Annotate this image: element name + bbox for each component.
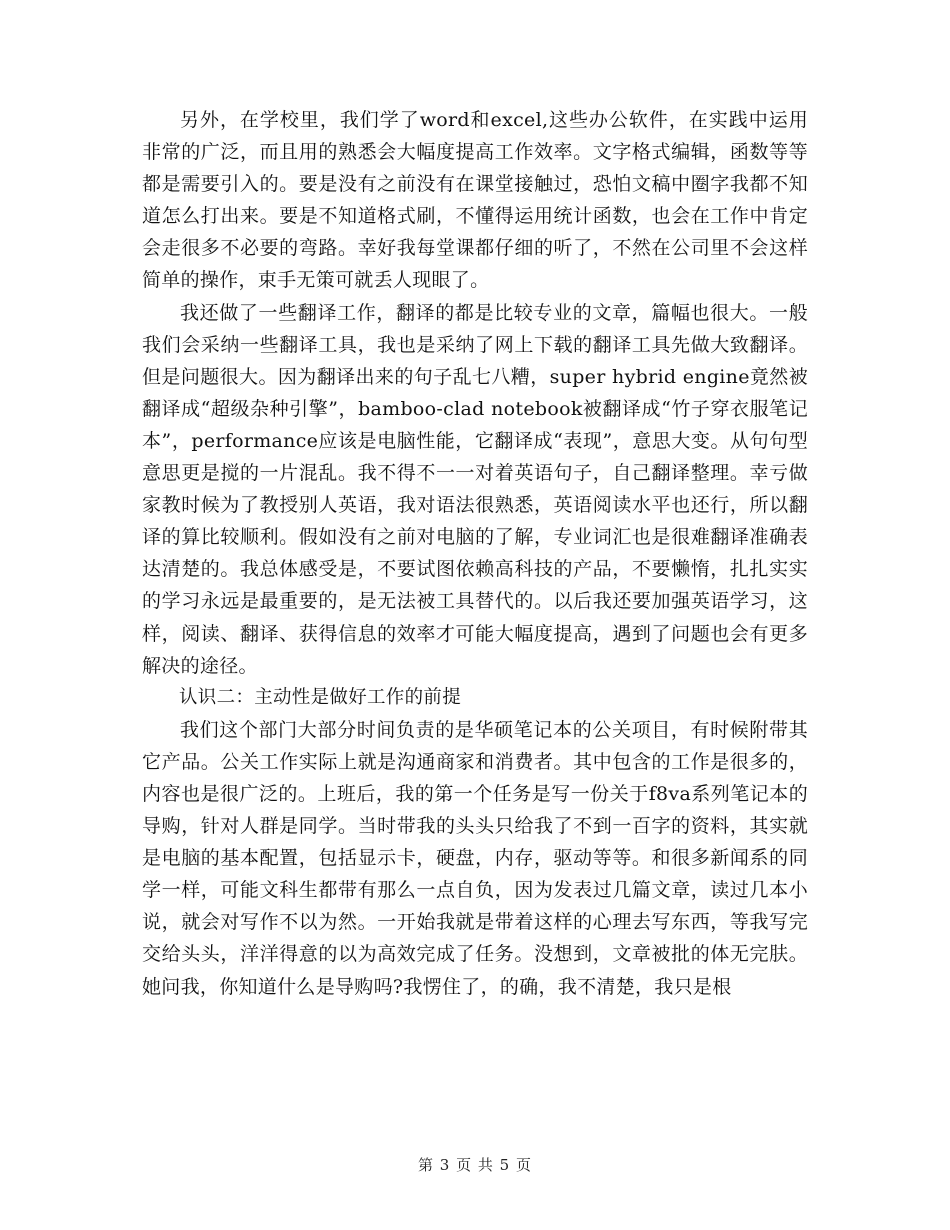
paragraph-pr-project: 我们这个部门大部分时间负责的是华硕笔记本的公关项目，有时候附带其它产品。公关工作实际上就是沟通商家和消费者。其中包含的工作是很多的，内容也是很广泛的。上班后，我的第一个任务是写一份关于f8va系列笔记本的导购，针对人群是同学。当时带我的头头只给我了不到一百字的资料，其实就是电脑的基本配置，包括显示卡，硬盘，内存，驱动等等。和很多新闻系的同学一样，可能文科生都带有那么一点自负，因为发表过几篇文章，读过几本小说，就会对写作不以为然。一开始我就是带着这样的心理去写东西，等我写完交给头头，洋洋得意的以为高效完成了任务。没想到，文章被批的体无完肤。她问我，你知道什么是导购吗?我愣住了，的确，我不清楚，我只是根 xyxy=(142,718,808,998)
paragraph-translation-work: 我还做了一些翻译工作，翻译的都是比较专业的文章，篇幅也很大。一般我们会采纳一些翻译工具，我也是采纳了网上下载的翻译工具先做大致翻译。但是问题很大。因为翻译出来的句子乱七八糟，super hybrid engine竟然被翻译成“超级杂种引擎”，bamboo-clad notebook被翻译成“竹子穿衣服笔记本”，performance应该是电脑性能，它翻译成“表现”，意思大变。从句句型意思更是搅的一片混乱。我不得不一一对着英语句子，自己翻译整理。幸亏做家教时候为了教授别人英语，我对语法很熟悉，英语阅读水平也还行，所以翻译的算比较顺利。假如没有之前对电脑的了解，专业词汇也是很难翻译准确表达清楚的。我总体感受是，不要试图依赖高科技的产品，不要懒惰，扎扎实实的学习永远是最重要的，是无法被工具替代的。以后我还要加强英语学习，这样，阅读、翻译、获得信息的效率才可能大幅度提高，遇到了问题也会有更多解决的途径。 xyxy=(142,301,808,677)
page-number-footer: 第 3 页 共 5 页 xyxy=(418,1156,532,1174)
paragraph-office-software: 另外，在学校里，我们学了word和excel,这些办公软件，在实践中运用非常的广泛，而且用的熟悉会大幅度提高工作效率。文字格式编辑，函数等等都是需要引入的。要是没有之前没有在课堂接触过，恐怕文稿中圈字我都不知道怎么打出来。要是不知道格式刷，不懂得运用统计函数，也会在工作中肯定会走很多不必要的弯路。幸好我每堂课都仔细的听了，不然在公司里不会这样简单的操作，束手无策可就丢人现眼了。 xyxy=(142,109,808,292)
section-heading: 认识二：主动性是做好工作的前提 xyxy=(179,686,462,708)
document-body xyxy=(142,104,808,1003)
